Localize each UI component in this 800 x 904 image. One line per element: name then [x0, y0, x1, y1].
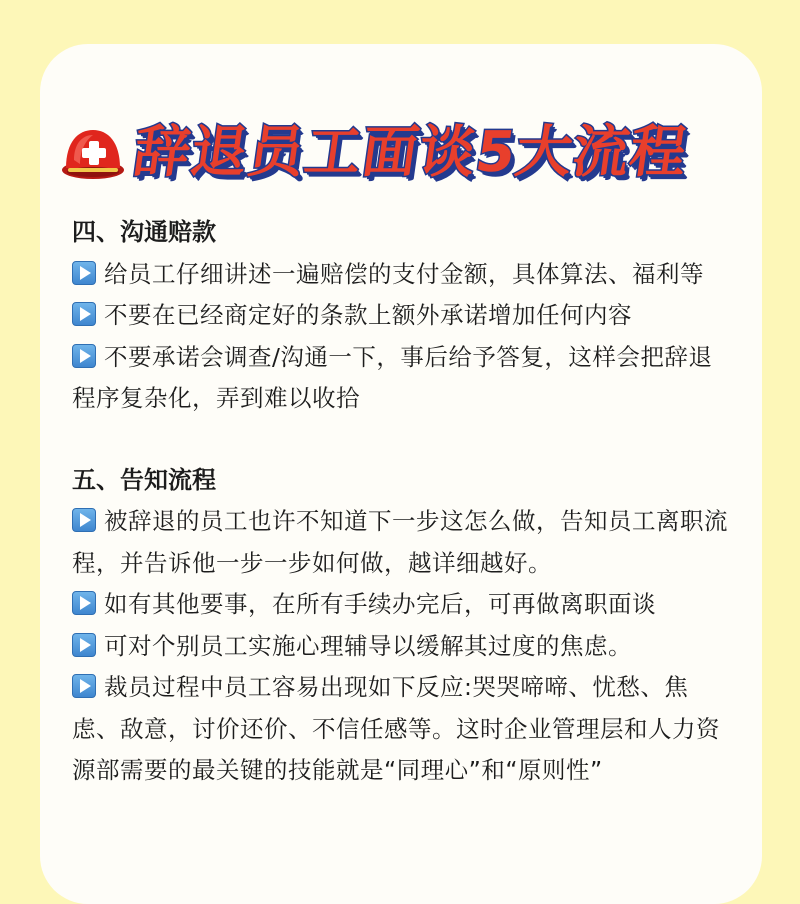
page-title: 辞退员工面谈5大流程	[129, 120, 692, 185]
list-item: 裁员过程中员工容易出现如下反应:哭哭啼啼、忧愁、焦虑、敌意，讨价还价、不信任感等。这时企业管理层和人力资源部需要的最关键的技能就是“同理心”和“原则性”	[72, 673, 720, 784]
play-bullet-icon	[72, 508, 96, 532]
play-bullet-icon	[72, 633, 96, 657]
content-body	[72, 212, 732, 792]
section-heading-communicate-compensation: 四、沟通赔款	[72, 218, 216, 246]
play-bullet-icon	[72, 674, 96, 698]
list-item: 被辞退的员工也许不知道下一步这怎么做，告知员工离职流程，并告诉他一步一步如何做，越详细越好。	[72, 507, 728, 577]
list-item: 不要在已经商定好的条款上额外承诺增加任何内容	[72, 295, 732, 337]
play-bullet-icon	[72, 344, 96, 368]
rescue-helmet-icon	[60, 120, 126, 186]
list-item: 给员工仔细讲述一遍赔偿的支付金额，具体算法、福利等	[72, 254, 732, 296]
play-bullet-icon	[72, 261, 96, 285]
list-item: 不要承诺会调查/沟通一下，事后给予答复，这样会把辞退程序复杂化，弄到难以收拾	[72, 342, 713, 412]
title-banner	[60, 112, 691, 194]
list-item: 可对个别员工实施心理辅导以缓解其过度的焦虑。	[72, 626, 732, 668]
play-bullet-icon	[72, 302, 96, 326]
section-heading-inform-process: 五、告知流程	[72, 465, 216, 494]
play-bullet-icon	[72, 591, 96, 615]
list-item: 如有其他要事，在所有手续办完后，可再做离职面谈	[72, 584, 732, 626]
